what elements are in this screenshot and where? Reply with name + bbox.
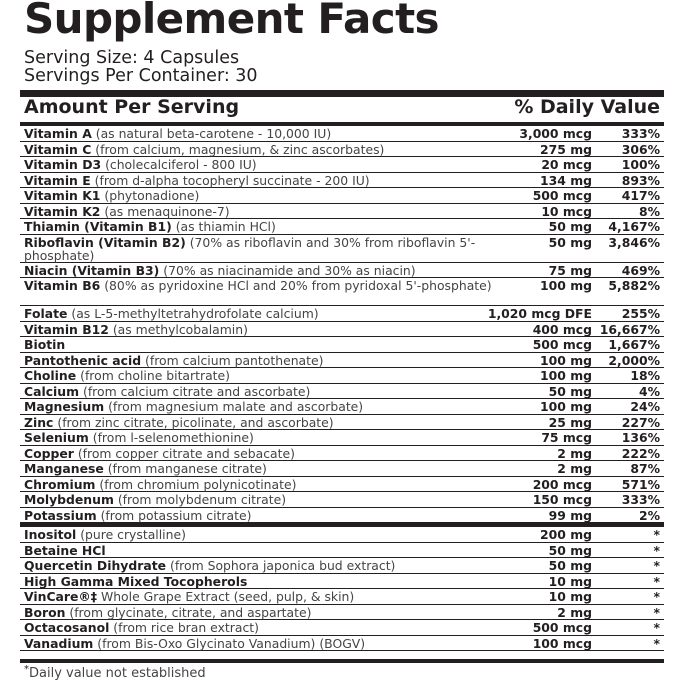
table-row [20, 278, 664, 306]
ingredient-source: (70% as niacinamide and 30% as niacin) [163, 262, 416, 278]
footnote [24, 664, 206, 681]
amount-value: 50 mg [548, 542, 592, 558]
ingredient-source: (from zinc citrate, picolinate, and ascorbate) [57, 414, 334, 430]
table-row [20, 126, 664, 142]
amount-value: 50 mg [548, 383, 592, 399]
amount-value: 500 mcg [532, 337, 592, 352]
amount-value: 100 mg [540, 399, 592, 414]
ingredient-source: (from Bis-Oxo Glycinato Vanadium) (BOGV) [97, 635, 366, 651]
table-row [20, 574, 664, 590]
table-row [20, 430, 664, 446]
daily-value-percent: 8% [638, 203, 660, 219]
ingredient-source: (cholecalciferol - 800 IU) [105, 157, 257, 172]
ingredient-label: Copper [24, 445, 74, 461]
table-row [20, 399, 664, 415]
ingredient-label: Magnesium [24, 399, 105, 414]
table-row [20, 173, 664, 189]
table-row [20, 322, 664, 338]
ingredient-name [24, 637, 502, 650]
ingredient-source: (phytonadione) [104, 188, 200, 203]
daily-value-percent: 417% [621, 188, 660, 203]
ingredient-label: Octacosanol [24, 620, 110, 635]
table-row [20, 157, 664, 173]
ingredient-source: (as L-5-methyltetrahydrofolate calcium) [71, 306, 319, 321]
amount-value: 500 mcg [532, 188, 592, 203]
daily-value-percent: * [653, 589, 660, 604]
amount-value: 10 mg [548, 573, 592, 589]
ingredient-label: Manganese [24, 461, 104, 476]
ingredient-source: (as methylcobalamin) [112, 321, 248, 337]
ingredient-name [24, 158, 502, 171]
amount-value: 10 mcg [541, 203, 592, 219]
supplement-facts-panel [16, 0, 664, 691]
amount-value: 50 mg [548, 234, 592, 250]
ingredient-name [24, 544, 502, 557]
daily-value-percent: 87% [630, 461, 660, 476]
ingredient-name [24, 431, 502, 444]
table-row [20, 589, 664, 605]
ingredient-label: Vitamin D3 [24, 157, 102, 172]
ingredient-source: (70% as riboflavin and 30% from riboflavin 5'-phosphate) [24, 234, 476, 263]
ingredient-label: Vitamin A [24, 126, 92, 141]
ingredient-source: (from molybdenum citrate) [117, 492, 287, 507]
serving-size: Serving Size: 4 Capsules [24, 48, 240, 68]
table-row [20, 353, 664, 369]
ingredient-label: Selenium [24, 430, 89, 445]
daily-value-percent: * [653, 620, 660, 635]
footnote-text: Daily value not established [29, 666, 206, 682]
daily-value-percent: 2% [638, 507, 660, 523]
amount-value: 100 mg [540, 368, 592, 383]
daily-value-percent: 571% [621, 476, 660, 492]
ingredient-name [24, 127, 502, 140]
daily-value-percent: 469% [621, 262, 660, 278]
ingredient-name [24, 447, 502, 460]
table-row [20, 188, 664, 204]
amount-value: 2 mg [557, 445, 592, 461]
ingredient-name [24, 462, 502, 475]
ingredient-source: (as menaquinone-7) [104, 203, 230, 219]
other-ingredients-table [20, 527, 664, 651]
ingredient-label: Quercetin Dihydrate [24, 558, 167, 573]
amount-value: 99 mg [548, 507, 592, 523]
nutrient-table [20, 126, 664, 523]
table-row [20, 620, 664, 636]
daily-value-percent: 222% [621, 445, 660, 461]
ingredient-source: (from rice bran extract) [113, 620, 259, 635]
table-row [20, 384, 664, 400]
amount-value: 2 mg [557, 461, 592, 476]
ingredient-name [24, 279, 502, 292]
ingredient-label: Vitamin B6 [24, 278, 101, 293]
ingredient-label: Molybdenum [24, 492, 114, 507]
ingredient-source: (80% as pyridoxine HCl and 20% from pyridoxal 5'-phosphate) [104, 278, 492, 293]
ingredient-label: Vitamin K1 [24, 188, 101, 203]
daily-value-percent: * [653, 558, 660, 573]
ingredient-name [24, 354, 502, 367]
table-row [20, 477, 664, 493]
amount-per-serving-label: Amount Per Serving [24, 96, 240, 118]
table-row [20, 461, 664, 477]
amount-value: 10 mg [548, 589, 592, 604]
ingredient-source: (from calcium, magnesium, & zinc ascorbates) [95, 141, 385, 157]
ingredient-name [24, 606, 502, 619]
ingredient-name [24, 385, 502, 398]
amount-value: 50 mg [548, 219, 592, 234]
ingredient-label: Vanadium [24, 635, 94, 651]
ingredient-source: (from calcium pantothenate) [145, 352, 324, 368]
ingredient-name [24, 307, 502, 320]
ingredient-source: (from l-selenomethionine) [92, 430, 254, 445]
daily-value-percent: 333% [621, 126, 660, 141]
ingredient-label: Potassium [24, 507, 97, 523]
table-row [20, 204, 664, 220]
ingredient-label: Vitamin K2 [24, 203, 101, 219]
amount-value: 500 mcg [532, 620, 592, 635]
table-row [20, 492, 664, 508]
ingredient-name [24, 590, 502, 603]
ingredient-name [24, 220, 502, 233]
table-row [20, 142, 664, 158]
table-row [20, 446, 664, 462]
ingredient-source: (from Sophora japonica bud extract) [169, 558, 396, 573]
bottom-divider [20, 659, 664, 663]
ingredient-name [24, 264, 502, 277]
ingredient-source: (as natural beta-carotene - 10,000 IU) [95, 126, 332, 141]
ingredient-name [24, 528, 502, 541]
table-row [20, 527, 664, 543]
ingredient-source: (from potassium citrate) [100, 507, 252, 523]
ingredient-label: Vitamin B12 [24, 321, 109, 337]
table-row [20, 368, 664, 384]
amount-value: 1,020 mcg DFE [487, 306, 592, 321]
column-header [24, 96, 664, 122]
amount-value: 3,000 mcg [519, 126, 592, 141]
daily-value-percent: 306% [621, 141, 660, 157]
ingredient-source: (from calcium citrate and ascorbate) [82, 383, 311, 399]
daily-value-percent: 3,846% [608, 234, 660, 250]
ingredient-name [24, 174, 502, 187]
daily-value-percent: * [653, 635, 660, 651]
ingredient-source: (from manganese citrate) [107, 461, 267, 476]
daily-value-percent: 100% [621, 157, 660, 172]
ingredient-label: Zinc [24, 414, 54, 430]
ingredient-source: (from d-alpha tocopheryl succinate - 200 IU) [94, 172, 370, 188]
amount-value: 75 mg [548, 262, 592, 278]
servings-per-container: Servings Per Container: 30 [24, 66, 258, 86]
daily-value-label: % Daily Value [514, 96, 660, 118]
amount-value: 200 mg [540, 527, 592, 542]
ingredient-label: Thiamin (Vitamin B1) [24, 219, 172, 234]
ingredient-name [24, 338, 502, 351]
ingredient-label: High Gamma Mixed Tocopherols [24, 573, 248, 589]
ingredient-label: Boron [24, 604, 66, 620]
daily-value-percent: 136% [621, 430, 660, 445]
amount-value: 75 mcg [541, 430, 592, 445]
amount-value: 400 mcg [532, 321, 592, 337]
daily-value-percent: 5,882% [608, 278, 660, 293]
daily-value-percent: 893% [621, 172, 660, 188]
table-row [20, 306, 664, 322]
table-row [20, 219, 664, 235]
daily-value-percent: 18% [630, 368, 660, 383]
amount-value: 2 mg [557, 604, 592, 620]
daily-value-percent: 255% [621, 306, 660, 321]
ingredient-name [24, 509, 502, 522]
table-row [20, 508, 664, 524]
table-row [20, 263, 664, 279]
ingredient-label: Vitamin C [24, 141, 92, 157]
ingredient-name [24, 143, 502, 156]
ingredient-name [24, 478, 502, 491]
table-row [20, 558, 664, 574]
daily-value-percent: 1,667% [608, 337, 660, 352]
daily-value-percent: * [653, 527, 660, 542]
daily-value-percent: * [653, 604, 660, 620]
table-row [20, 415, 664, 431]
amount-value: 275 mg [540, 141, 592, 157]
ingredient-name [24, 369, 502, 382]
table-row [20, 605, 664, 621]
table-row [20, 235, 664, 263]
ingredient-label: Betaine HCl [24, 542, 106, 558]
ingredient-source: (as thiamin HCl) [175, 219, 276, 234]
ingredient-source: (pure crystalline) [80, 527, 186, 542]
ingredient-source: (from choline bitartrate) [80, 368, 230, 383]
ingredient-label: Chromium [24, 476, 96, 492]
ingredient-name [24, 205, 502, 218]
daily-value-percent: 24% [630, 399, 660, 414]
ingredient-name [24, 236, 502, 262]
ingredient-source: (from glycinate, citrate, and aspartate) [69, 604, 312, 620]
ingredient-name [24, 400, 502, 413]
ingredient-source: (from chromium polynicotinate) [99, 476, 297, 492]
ingredient-label: Pantothenic acid [24, 352, 142, 368]
table-row [20, 543, 664, 559]
amount-value: 100 mcg [532, 635, 592, 651]
ingredient-label: VinCare®‡ [24, 589, 97, 604]
amount-value: 50 mg [548, 558, 592, 573]
ingredient-label: Vitamin E [24, 172, 91, 188]
ingredient-name [24, 416, 502, 429]
ingredient-name [24, 621, 502, 634]
ingredient-label: Calcium [24, 383, 80, 399]
ingredient-label: Folate [24, 306, 68, 321]
ingredient-source: (from magnesium malate and ascorbate) [108, 399, 364, 414]
amount-value: 134 mg [540, 172, 592, 188]
ingredient-label: Inositol [24, 527, 77, 542]
amount-value: 200 mcg [532, 476, 592, 492]
daily-value-percent: 4% [638, 383, 660, 399]
footnote-mark: * [24, 664, 29, 675]
ingredient-source: (from copper citrate and sebacate) [77, 445, 295, 461]
amount-value: 150 mcg [532, 492, 592, 507]
ingredient-label: Biotin [24, 337, 66, 352]
ingredient-source: Whole Grape Extract (seed, pulp, & skin) [100, 589, 355, 604]
daily-value-percent: 2,000% [608, 352, 660, 368]
ingredient-label: Riboflavin (Vitamin B2) [24, 234, 186, 250]
table-row [20, 636, 664, 652]
daily-value-percent: 333% [621, 492, 660, 507]
daily-value-percent: 227% [621, 414, 660, 430]
amount-value: 25 mg [548, 414, 592, 430]
amount-value: 20 mcg [541, 157, 592, 172]
ingredient-name [24, 323, 502, 336]
ingredient-label: Choline [24, 368, 77, 383]
ingredient-label: Niacin (Vitamin B3) [24, 262, 160, 278]
panel-title: Supplement Facts [24, 0, 439, 43]
daily-value-percent: 4,167% [608, 219, 660, 234]
ingredient-name [24, 493, 502, 506]
ingredient-name [24, 559, 502, 572]
amount-value: 100 mg [540, 352, 592, 368]
amount-value: 100 mg [540, 278, 592, 293]
ingredient-name [24, 189, 502, 202]
table-row [20, 337, 664, 353]
daily-value-percent: * [653, 573, 660, 589]
daily-value-percent: 16,667% [599, 321, 660, 337]
ingredient-name [24, 575, 502, 588]
daily-value-percent: * [653, 542, 660, 558]
